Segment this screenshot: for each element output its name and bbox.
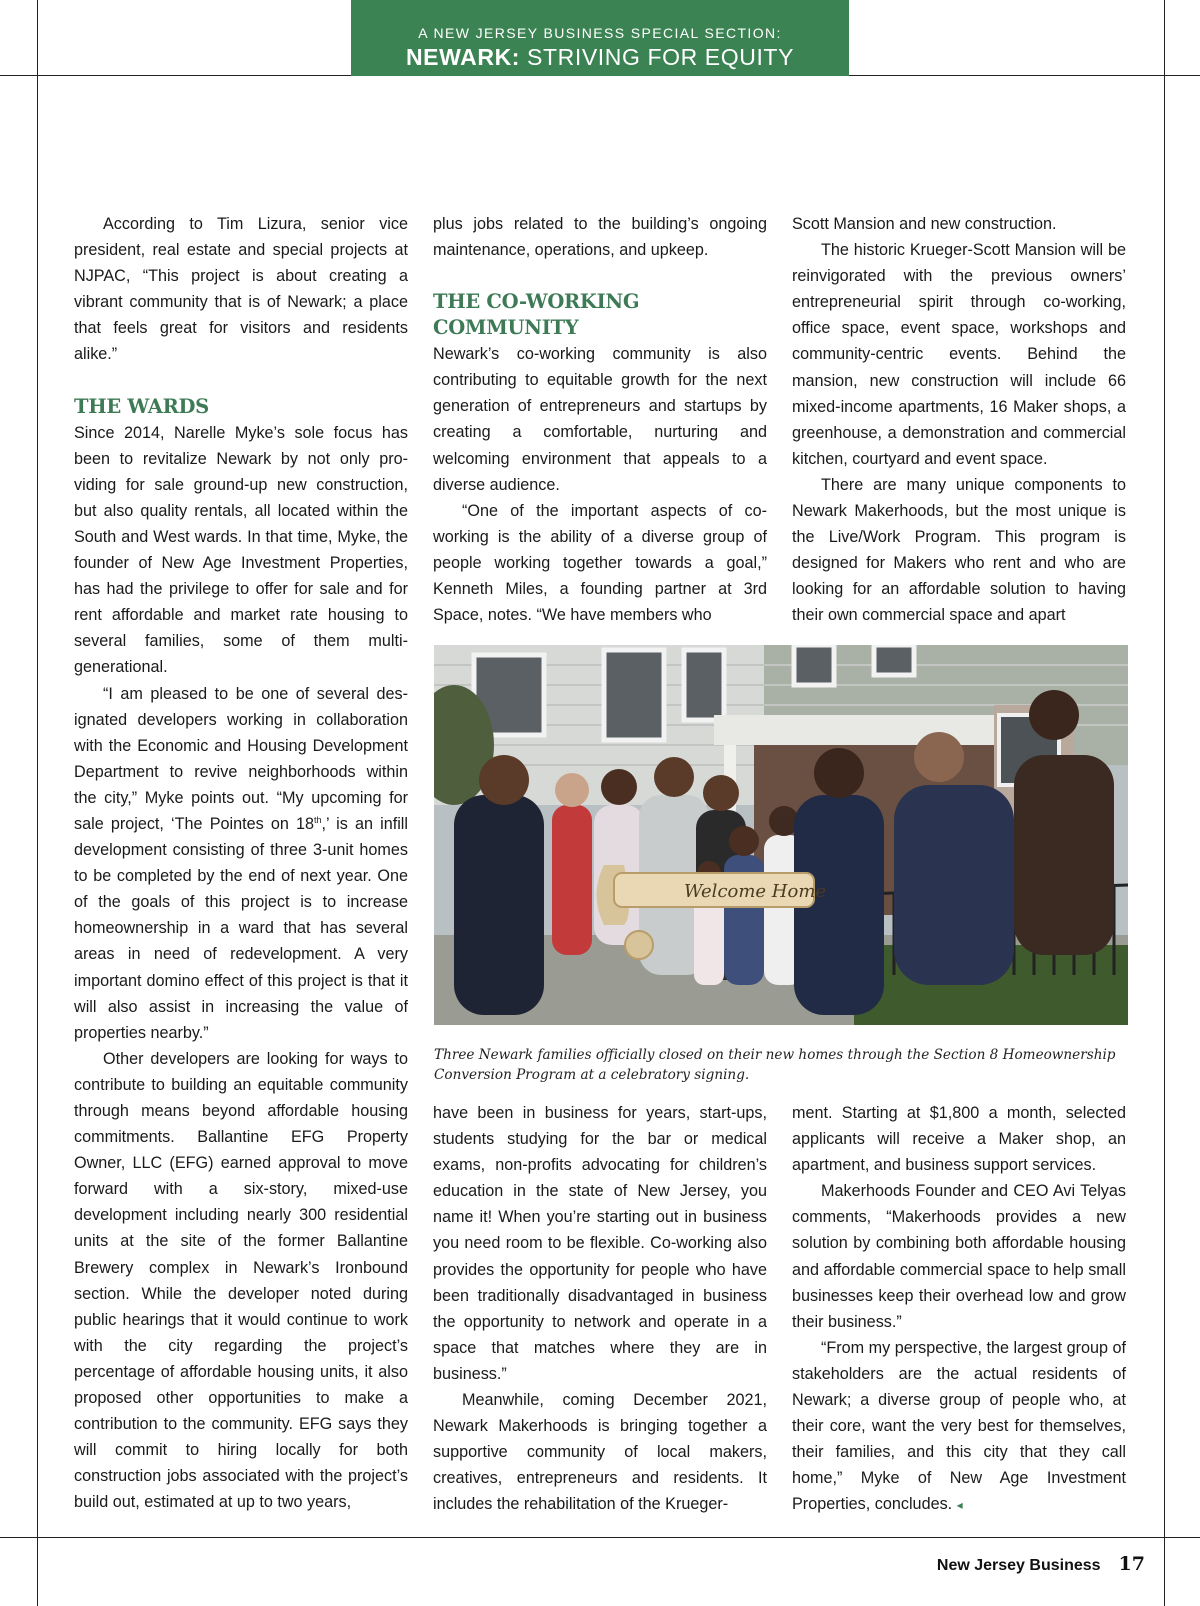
paragraph-continued: Scott Mansion and new construction. [792, 215, 1057, 233]
page-footer [937, 1553, 1145, 1575]
paragraph-unique-components: There are many unique components to Newark Makerhoods, but the most unique is the Live/Work Program. This program is designed for Makers who rent and who are looking for an affordable solution to having their own commercial space and apart [792, 475, 1126, 625]
key-sign-text: Welcome Home [684, 881, 827, 902]
paragraph-live-work: ment. Starting at $1,800 a month, selected applicants will receive a Maker shop, an apartment, and business support services. [792, 1104, 1126, 1175]
photo-caption: Three Newark families officially closed on their new homes through the Section 8 Homeownership Conversion Program at a celebratory signing. [434, 1047, 1116, 1083]
photo-illustration [434, 645, 1128, 1025]
article-column-1 [74, 211, 408, 1516]
footer-rule [0, 1537, 1200, 1538]
section-banner [351, 0, 849, 76]
subhead-co-working: THE CO-WORKING COMMUNITY [433, 290, 640, 340]
paragraph-meanwhile: Meanwhile, coming December 2021, Newark Makerhoods is bringing together a supportive community of local makers, creatives, entrepreneurs and residents. It includes the rehabilitation of the Krueger- [433, 1391, 767, 1514]
article-column-2-bottom [433, 1100, 767, 1518]
photo-welcome-home-ceremony [434, 645, 1128, 1025]
paragraph-miles-quote: “One of the important aspects of coworking is the ability of a diverse group of people working together towards a goal,” Kenneth Miles, a founding partner at 3rd Space, notes. “We have members who [433, 501, 767, 625]
publication-name: New Jersey Business [936, 1557, 1101, 1574]
paragraph-co-working: Newark’s co-working community is also contributing to equitable growth for the next generation of entrepreneurs and startups by creating a comfortable, nurturing and welcoming environment that appeals to a diverse audience. [433, 345, 767, 494]
closing-quote-text: “From my perspective, the largest group of stakeholders are the actual residents of Newark; a diverse group of people who, at their core, want the very best for themselves, their families, and this city that they call home,” Myke of New Age Investment Properties, concludes. [792, 1338, 1126, 1514]
section-title [351, 44, 849, 71]
subhead-the-wards: THE WARDS [74, 394, 209, 418]
section-kicker: A NEW JERSEY BUSINESS SPECIAL SECTION: [418, 25, 782, 41]
page-number: 17 [1118, 1553, 1145, 1575]
paragraph-telyas-quote: Makerhoods Founder and CEO Avi Telyas comments, “Makerhoods provides a new solution by combining both affordable housing and affordable commercial space to help small businesses keep their overhead low and grow their business.” [792, 1182, 1126, 1331]
paragraph-historic-mansion: The historic Krueger-Scott Mansion will be reinvigorated with the previous owners’ entrepreneurial spirit through co-working, office space, event space, workshops and community-centric events. Behind the mansion, new construction will include 66 mixed-income apartments, 16 Maker shops, a greenhouse, a demonstration and commercial kitchen, courtyard and event space. [792, 241, 1126, 468]
article-column-3-top [792, 211, 1126, 629]
end-of-article-icon: ◂ [956, 1498, 963, 1513]
ordinal-suffix: th [313, 814, 322, 825]
quote-part-b: ,’ is an infill development consisting of three 3-unit homes to be completed by the end of next year. One of the goals of this project is to increase homeownership in a ward that has several areas in need of redevelopment. A very important domino effect of this project is that it will also assist in increasing the value of properties nearby.” [74, 814, 408, 1042]
paragraph-wards: Since 2014, Narelle Myke’s sole focus has been to revitalize Newark by not only providing for sale ground-up new construction, but also quality rentals, all located within the South and West wards. In that time, Myke, the founder of New Age Investment Properties, has had the privilege to offer for sale and for rent affordable and market rate housing to several families, some of them multi-generational. [74, 423, 408, 677]
paragraph-other-developers: Other developers are looking for ways to contribute to building an equitable community through means beyond affordable housing commitments. Ballantine EFG Property Owner, LLC (EFG) earned approval to move forward with a six-story, mixed-use development including nearly 300 residential units at the site of the former Ballantine Brewery complex in Newark’s Ironbound section. While the developer noted during public hearings that it would continue to work with the city regarding the project’s percentage of affordable housing units, it also proposed other opportunities to make a contribution to the community. EFG says they will commit to hiring locally for both construction jobs associated with the project’s build out, estimated at up to two years, [74, 1049, 408, 1512]
left-margin-rule [37, 0, 38, 1606]
paragraph-closing-quote [792, 1335, 1126, 1519]
paragraph-continued: plus jobs related to the building’s ongoing maintenance, operations, and upkeep. [433, 215, 767, 260]
paragraph-members: have been in business for years, start-ups, students studying for the bar or medical exams, non-profits advocating for children’s education in the state of New Jersey, you name it! When you’re starting out in business you need room to be flexible. Co-working also provides the opportunity for people who have been traditionally disadvantaged in business the opportunity to network and operate in a space that matches where they are in business.” [433, 1104, 767, 1383]
paragraph-myke-quote [74, 681, 408, 1046]
paragraph-intro: According to Tim Lizura, senior vice president, real estate and special projects at NJPAC, “This project is about creating a vibrant community that is of Newark; a place that feels great for visitors and residents alike.” [74, 215, 408, 364]
article-column-2-top [433, 211, 767, 628]
article-column-3-bottom [792, 1100, 1126, 1519]
quote-part-a: “I am pleased to be one of several designated developers working in collaboration with the Economic and Housing Development Department to revive neighborhoods within the city,” Myke points out. “My upcoming for sale project, ‘The Pointes on 18 [74, 684, 408, 833]
section-title-rest: STRIVING FOR EQUITY [520, 44, 795, 70]
section-title-bold: NEWARK: [405, 44, 521, 70]
right-margin-rule [1164, 0, 1165, 1606]
